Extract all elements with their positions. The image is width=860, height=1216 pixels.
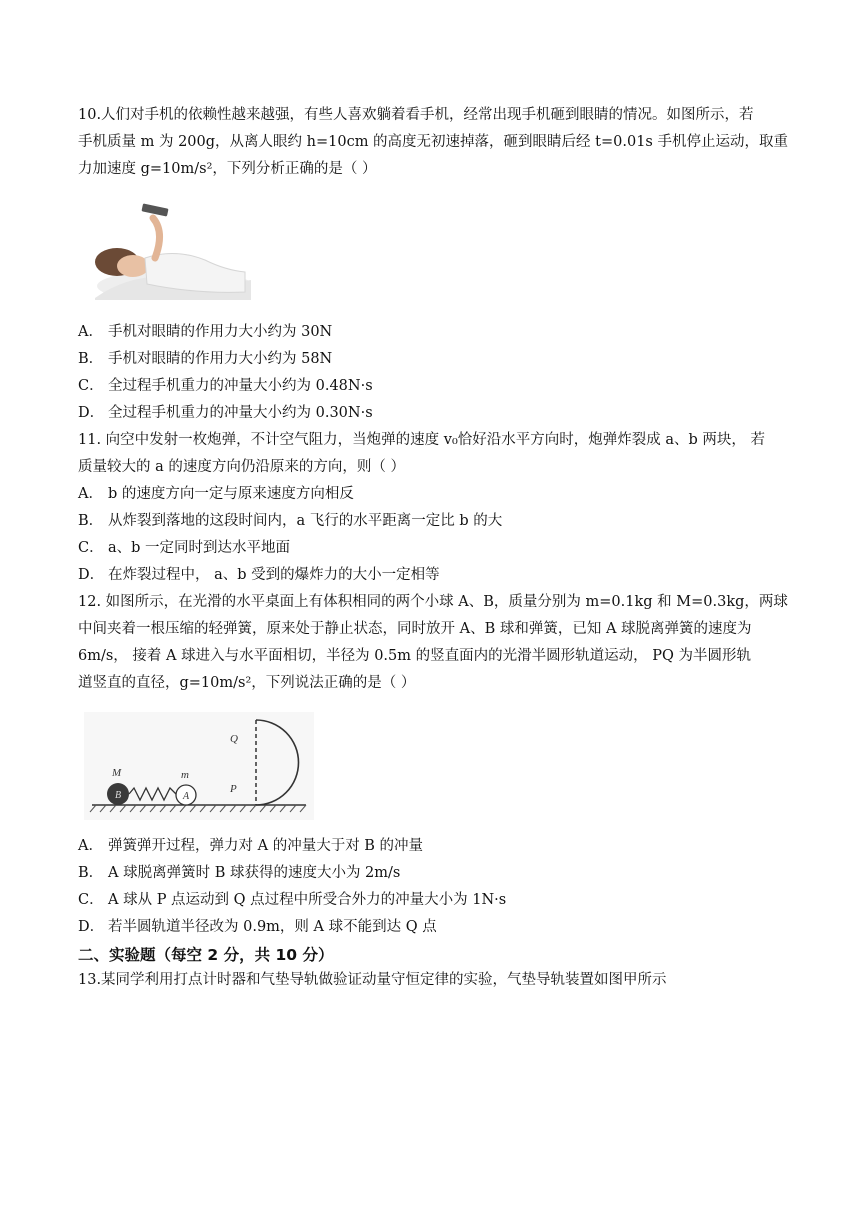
ball-b-label: B [114,790,122,801]
q11-option-a[interactable]: A． b 的速度方向一定与原来速度方向相反 [78,486,354,502]
phone-in-bed-illustration [95,200,251,300]
section-heading-experiment: 二、实验题（每空 2 分，共 10 分） [78,946,334,964]
q12-line-3: 6m/s， 接着 A 球进入与水平面相切，半径为 0.5m 的竖直面内的光滑半圆形轨道运动， PQ 为半圆形轨 [78,648,751,664]
q10-option-d[interactable]: D． 全过程手机重力的冲量大小约为 0.30N·s [78,405,373,421]
label-q: Q [230,733,238,745]
q13-line-1: 13.某同学利用打点计时器和气垫导轨做验证动量守恒定律的实验，气垫导轨装置如图甲所示 [78,972,667,988]
q11-option-b[interactable]: B． 从炸裂到落地的这段时间内，a 飞行的水平距离一定比 b 的大 [78,513,503,529]
q12-option-a[interactable]: A． 弹簧弹开过程，弹力对 A 的冲量大于对 B 的冲量 [78,838,424,854]
label-big-m: M [112,767,122,779]
q10-line-3: 力加速度 g=10m/s²，下列分析正确的是（ ） [78,161,377,177]
ball-a-label: A [182,791,190,802]
label-small-m: m [181,769,189,781]
q10-option-b[interactable]: B． 手机对眼睛的作用力大小约为 58N [78,351,333,367]
q12-option-b[interactable]: B． A 球脱离弹簧时 B 球获得的速度大小为 2m/s [78,865,401,881]
q11-line-1: 11. 向空中发射一枚炮弹，不计空气阻力，当炮弹的速度 v₀恰好沿水平方向时，炮弹炸裂成 a、b 两块， 若 [78,432,766,448]
label-p: P [230,783,237,795]
q12-line-4: 道竖直的直径，g=10m/s²，下列说法正确的是（ ） [78,675,416,691]
q12-option-d[interactable]: D． 若半圆轨道半径改为 0.9m，则 A 球不能到达 Q 点 [78,919,437,935]
q10-line-1: 10.人们对手机的依赖性越来越强，有些人喜欢躺着看手机，经常出现手机砸到眼睛的情况。如图所示，若 [78,107,754,123]
q11-option-c[interactable]: C． a、b 一定同时到达水平地面 [78,540,291,556]
q11-option-d[interactable]: D． 在炸裂过程中， a、b 受到的爆炸力的大小一定相等 [78,567,440,583]
spring-track-diagram [84,712,314,820]
q11-line-2: 质量较大的 a 的速度方向仍沿原来的方向，则（ ） [78,459,405,475]
q12-line-2: 中间夹着一根压缩的轻弹簧，原来处于静止状态，同时放开 A、B 球和弹簧，已知 A 球脱离弹簧的速度为 [78,621,752,637]
q12-option-c[interactable]: C． A 球从 P 点运动到 Q 点过程中所受合外力的冲量大小为 1N·s [78,892,507,908]
q12-line-1: 12. 如图所示，在光滑的水平桌面上有体积相同的两个小球 A、B，质量分别为 m=0.1kg 和 M=0.3kg，两球 [78,594,788,610]
q10-option-a[interactable]: A． 手机对眼睛的作用力大小约为 30N [78,324,333,340]
q10-option-c[interactable]: C． 全过程手机重力的冲量大小约为 0.48N·s [78,378,373,394]
q10-line-2: 手机质量 m 为 200g，从离人眼约 h=10cm 的高度无初速掉落，砸到眼睛后经 t=0.01s 手机停止运动，取重 [78,134,788,150]
